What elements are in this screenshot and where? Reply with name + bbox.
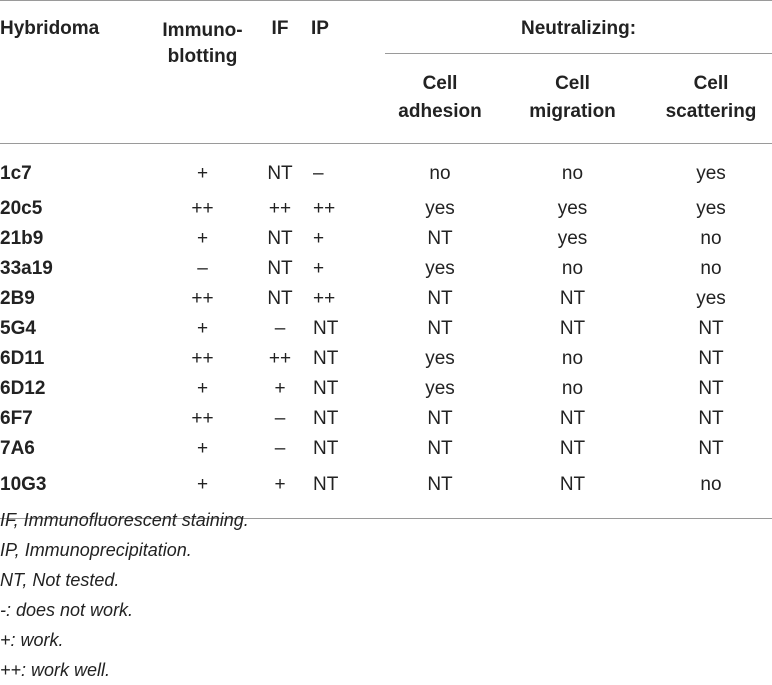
if-cell: NT bbox=[267, 257, 293, 279]
hybridoma-cell: 6D12 bbox=[0, 377, 46, 399]
migration-cell: NT bbox=[559, 437, 586, 459]
footnote-line: NT, Not tested. bbox=[0, 570, 120, 590]
hybridoma-cell: 20c5 bbox=[0, 197, 43, 219]
scattering-cell: yes bbox=[696, 287, 726, 309]
immunoblotting-cell: + bbox=[196, 377, 209, 399]
table-row bbox=[0, 254, 772, 284]
scattering-cell: NT bbox=[698, 437, 724, 459]
ip-cell: + bbox=[313, 227, 325, 249]
adhesion-cell: NT bbox=[427, 227, 453, 249]
migration-cell: NT bbox=[559, 473, 586, 495]
hybridoma-cell: 1c7 bbox=[0, 162, 32, 184]
if-cell: + bbox=[274, 473, 286, 495]
adhesion-cell: yes bbox=[425, 197, 455, 219]
if-cell: NT bbox=[267, 227, 293, 249]
migration-cell: yes bbox=[557, 227, 588, 249]
migration-cell: NT bbox=[559, 287, 586, 309]
if-cell: – bbox=[274, 437, 286, 459]
footnote-line: +: work. bbox=[0, 630, 64, 650]
ip-cell: NT bbox=[313, 473, 339, 495]
scattering-cell: NT bbox=[698, 407, 724, 429]
adhesion-cell: NT bbox=[427, 407, 453, 429]
header-cell-migration bbox=[495, 53, 650, 143]
table-row bbox=[0, 434, 772, 464]
hybridoma-cell: 6D11 bbox=[0, 347, 45, 369]
adhesion-cell: yes bbox=[425, 347, 455, 369]
header-hybridoma: Hybridoma bbox=[0, 18, 100, 39]
scattering-cell: NT bbox=[698, 347, 724, 369]
ip-cell: NT bbox=[313, 377, 339, 399]
hybridoma-cell: 5G4 bbox=[0, 317, 36, 339]
adhesion-cell: NT bbox=[427, 437, 453, 459]
header-immunoblotting-line1: Immuno- bbox=[162, 20, 243, 41]
footnote-line: IF, Immunofluorescent staining. bbox=[0, 510, 249, 530]
migration-cell: yes bbox=[557, 197, 588, 219]
migration-cell: no bbox=[561, 257, 584, 279]
scattering-cell: no bbox=[700, 227, 722, 249]
ip-cell: NT bbox=[313, 317, 339, 339]
immunoblotting-cell: + bbox=[196, 437, 209, 459]
immunoblotting-cell: – bbox=[197, 257, 208, 279]
scattering-cell: no bbox=[700, 473, 722, 495]
if-cell: + bbox=[274, 377, 286, 399]
adhesion-cell: no bbox=[429, 162, 451, 184]
ip-cell: ++ bbox=[313, 287, 336, 309]
immunoblotting-cell: + bbox=[196, 473, 209, 495]
ip-cell: NT bbox=[313, 407, 339, 429]
header-ip: IP bbox=[311, 18, 329, 39]
header-cell-migration-line2: migration bbox=[529, 100, 616, 122]
if-cell: ++ bbox=[268, 347, 292, 369]
header-neutralizing: Neutralizing: bbox=[385, 0, 772, 53]
migration-cell: NT bbox=[559, 407, 586, 429]
ip-cell: ++ bbox=[313, 197, 336, 219]
header-cell-adhesion-line1: Cell bbox=[422, 72, 458, 94]
migration-cell: NT bbox=[559, 317, 586, 339]
table-row bbox=[0, 284, 772, 314]
migration-cell: no bbox=[561, 347, 584, 369]
header-cell-adhesion-line2: adhesion bbox=[398, 100, 482, 122]
immunoblotting-cell: ++ bbox=[191, 287, 214, 309]
table-row bbox=[0, 314, 772, 344]
footnote-line: IP, Immunoprecipitation. bbox=[0, 540, 192, 560]
adhesion-cell: NT bbox=[427, 473, 453, 495]
immunoblotting-cell: + bbox=[196, 162, 209, 184]
ip-cell: NT bbox=[313, 437, 339, 459]
migration-cell: no bbox=[561, 162, 584, 184]
adhesion-cell: yes bbox=[425, 377, 455, 399]
header-cell-scattering bbox=[650, 53, 772, 143]
ip-cell: + bbox=[313, 257, 325, 279]
immunoblotting-cell: ++ bbox=[191, 347, 214, 369]
immunoblotting-cell: ++ bbox=[191, 407, 214, 429]
scattering-cell: no bbox=[700, 257, 722, 279]
immunoblotting-cell: + bbox=[196, 317, 209, 339]
scattering-cell: yes bbox=[696, 162, 726, 184]
header-row-1 bbox=[0, 0, 772, 53]
scattering-cell: NT bbox=[698, 377, 724, 399]
adhesion-cell: yes bbox=[425, 257, 455, 279]
header-cell-scattering-line2: scattering bbox=[665, 100, 757, 122]
if-cell: ++ bbox=[268, 197, 292, 219]
header-immunoblotting bbox=[150, 0, 255, 143]
footnote-line: -: does not work. bbox=[0, 600, 134, 620]
hybridoma-cell: 6F7 bbox=[0, 407, 33, 429]
table-row bbox=[0, 404, 772, 434]
if-cell: – bbox=[274, 317, 286, 339]
hybridoma-cell: 33a19 bbox=[0, 257, 53, 279]
header-immunoblotting-line2: blotting bbox=[167, 46, 238, 67]
header-cell-adhesion bbox=[385, 53, 495, 143]
hybridoma-cell: 10G3 bbox=[0, 473, 47, 495]
migration-cell: no bbox=[561, 377, 584, 399]
adhesion-cell: NT bbox=[427, 287, 453, 309]
hybridoma-cell: 21b9 bbox=[0, 227, 44, 249]
table-row bbox=[0, 143, 772, 194]
immunoblotting-cell: ++ bbox=[191, 197, 214, 219]
immunoblotting-cell: + bbox=[196, 227, 209, 249]
hybridoma-cell: 2B9 bbox=[0, 287, 35, 309]
footnotes bbox=[0, 505, 249, 685]
header-cell-scattering-line1: Cell bbox=[693, 72, 729, 94]
scattering-cell: yes bbox=[696, 197, 726, 219]
if-cell: – bbox=[274, 407, 286, 429]
ip-cell: – bbox=[313, 162, 324, 184]
table-row bbox=[0, 344, 772, 374]
header-cell-migration-line1: Cell bbox=[555, 72, 590, 94]
ip-cell: NT bbox=[313, 347, 339, 369]
table-body bbox=[0, 143, 772, 518]
footnote-line: ++: work well. bbox=[0, 660, 111, 680]
table-row bbox=[0, 224, 772, 254]
if-cell: NT bbox=[267, 162, 293, 184]
header-if: IF bbox=[271, 18, 289, 39]
table-row bbox=[0, 194, 772, 224]
scattering-cell: NT bbox=[698, 317, 724, 339]
table-row bbox=[0, 374, 772, 404]
adhesion-cell: NT bbox=[427, 317, 453, 339]
if-cell: NT bbox=[267, 287, 293, 309]
hybridoma-cell: 7A6 bbox=[0, 437, 35, 459]
